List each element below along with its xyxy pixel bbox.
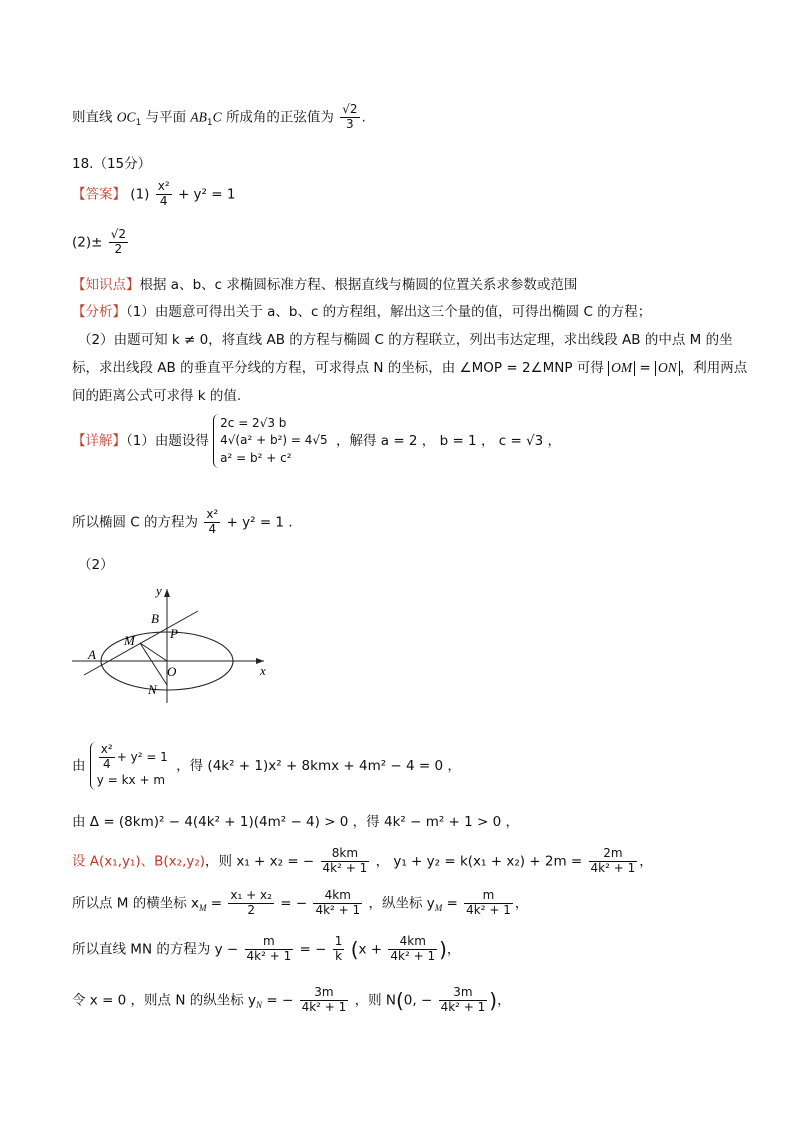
knowledge-line xyxy=(72,273,577,293)
label-x: x xyxy=(260,663,266,678)
plane-name-c: C xyxy=(212,109,222,125)
analysis-line-3: 标，求出线段 AB 的垂直平分线的方程，可求得点 N 的坐标，由 ∠MOP = 2∠MNP 可得 OM = ON ，利用两点 xyxy=(72,360,748,376)
intro-text: 所成角的正弦值为 xyxy=(225,109,334,126)
step-text: 由 xyxy=(72,758,86,774)
sine-value-fraction: $\frac{√2}{3}$ xyxy=(342,102,358,131)
label-n: N xyxy=(148,682,157,697)
label-o: O xyxy=(167,664,177,679)
answer-part2-label: (2)± xyxy=(72,234,103,251)
answer-eq1-fraction: $\frac{\text{x²}}{4}$ xyxy=(157,179,170,208)
problem-label: 18.（15分） xyxy=(72,156,152,172)
label-m: M xyxy=(124,633,135,648)
segment-mn xyxy=(140,643,167,685)
answer-part1-label: (1) xyxy=(130,186,150,203)
step-6: 令 x = 0 ，则点 N 的纵坐标 $y_N$ = − $\frac{3m}{\text{4k² + 1}}$ ，则 N(0, − $\frac{3m}{\text{4k² + 1}}$ )， xyxy=(72,985,511,1014)
abs-om: OM xyxy=(608,361,635,376)
analysis-text: ，利用两点 xyxy=(679,360,748,376)
step-text: 所以直线 MN 的方程为 y − xyxy=(72,941,239,958)
answer-tag: 【答案】 xyxy=(72,186,126,203)
line-oc1: OC xyxy=(116,109,136,125)
label-b: B xyxy=(151,611,159,626)
step-text: 令 x = 0 ，则点 N 的纵坐标 y xyxy=(72,992,257,1009)
y-axis-arrow xyxy=(164,589,170,597)
intersection-system: $\frac{\text{x²}}{4}$ + y² = 1 y = kx + m xyxy=(90,742,172,790)
detail-conclusion xyxy=(72,508,293,537)
system-eq-2: 4√(a² + b²) = 4√5 xyxy=(220,433,328,448)
abs-on: ON xyxy=(655,361,680,376)
plane-name: AB xyxy=(190,109,207,125)
step-text: ，得 xyxy=(176,758,204,774)
intro-text: 与平面 xyxy=(145,109,187,126)
label-y: y xyxy=(156,585,162,598)
step-5: 所以直线 MN 的方程为 y − $\frac{m}{\text{4k² + 1}}$ = − $\frac{1}{k}$ (x + $\frac{4km}{\text{4k² + 1}}$ )， xyxy=(72,934,461,963)
detail-line-1 xyxy=(72,414,561,468)
step-1 xyxy=(72,742,461,790)
detail-intro: （1）由题设得 xyxy=(126,433,209,450)
step-text: 所以点 M 的横坐标 x xyxy=(72,895,200,912)
system-eq-1: 2c = 2√3 b xyxy=(220,416,287,430)
answer-eq1-rest: + y² = 1 xyxy=(177,186,236,203)
answer-part2-fraction: $\frac{√2}{2}$ xyxy=(110,227,127,256)
step-text: ，则 x₁ + x₂ = − xyxy=(205,853,315,870)
answer-line-1 xyxy=(72,180,235,209)
solve-result: ，解得 a = 2 ， b = 1 ， c = √3 ， xyxy=(335,433,562,450)
step-3: 设 A(x₁,y₁)、B(x₂,y₂)，则 x₁ + x₂ = − $\frac{8km}{\text{4k² + 1}}$ ， y₁ + y₂ = k(x₁ + x₂) + 2m = $\frac{2m}{\text{4k² + 1}}$ ， xyxy=(72,846,653,875)
conclusion-fraction: $\frac{\text{x²}}{4}$ xyxy=(206,507,219,536)
step-text: ，纵坐标 y xyxy=(368,895,435,912)
system-eq-3: a² = b² + c² xyxy=(220,450,292,465)
label-p: P xyxy=(170,626,178,641)
analysis-line-1 xyxy=(72,300,651,320)
detail-tag: 【详解】 xyxy=(72,433,126,450)
intro-line: 则直线 $OC_1$ 与平面 $AB_1C$ 所成角的正弦值为 $\frac{√2}{3}$ . xyxy=(72,102,366,131)
step-2: 由 Δ = (8km)² − 4(4k² + 1)(4m² − 4) > 0 ，得 4k² − m² + 1 > 0 ， xyxy=(72,814,520,830)
assumption-text: 设 A(x₁,y₁)、B(x₂,y₂) xyxy=(72,853,206,870)
intro-text: 则直线 xyxy=(72,109,113,126)
step-4: 所以点 M 的横坐标 $x_M$ = $\frac{\text{x₁ + x₂}}{2}$ = − $\frac{4km}{\text{4k² + 1}}$ ，纵坐标 $y_M$ = $\frac{m}{\text{4k² + 1}}$ ， xyxy=(72,888,529,917)
knowledge-tag: 【知识点】 xyxy=(72,277,140,293)
conclusion-text: 所以椭圆 C 的方程为 xyxy=(72,514,199,531)
equation-system xyxy=(213,414,332,468)
step-text: ，则 N xyxy=(354,992,396,1009)
segment-mo xyxy=(140,643,167,661)
line-ab xyxy=(84,611,198,675)
label-a: A xyxy=(88,647,96,662)
knowledge-text: 根据 a、b、c 求椭圆标准方程、根据直线与椭圆的位置关系求参数或范围 xyxy=(139,277,578,293)
answer-line-2 xyxy=(72,228,130,257)
analysis-line-4: 间的距离公式可求得 k 的值. xyxy=(72,388,242,404)
analysis-text: 标，求出线段 AB 的垂直平分线的方程，可求得点 N 的坐标，由 ∠MOP = 2∠MNP 可得 xyxy=(72,360,604,376)
part2-label: （2） xyxy=(78,557,114,573)
quadratic-equation: (4k² + 1)x² + 8kmx + 4m² − 4 = 0 ， xyxy=(207,758,461,774)
analysis-tag: 【分析】 xyxy=(72,304,126,320)
analysis-line-2: （2）由题可知 k ≠ 0，将直线 AB 的方程与椭圆 C 的方程联立，列出韦达定理，求出线段 AB 的中点 M 的坐 xyxy=(78,332,733,348)
ellipse-figure xyxy=(72,585,272,703)
conclusion-rest: + y² = 1 . xyxy=(226,514,293,531)
step-text: ， y₁ + y₂ = k(x₁ + x₂) + 2m = xyxy=(375,853,583,870)
analysis-text: （1）由题意可得出关于 a、b、c 的方程组，解出这三个量的值，可得出椭圆 C 的方程； xyxy=(126,304,652,320)
